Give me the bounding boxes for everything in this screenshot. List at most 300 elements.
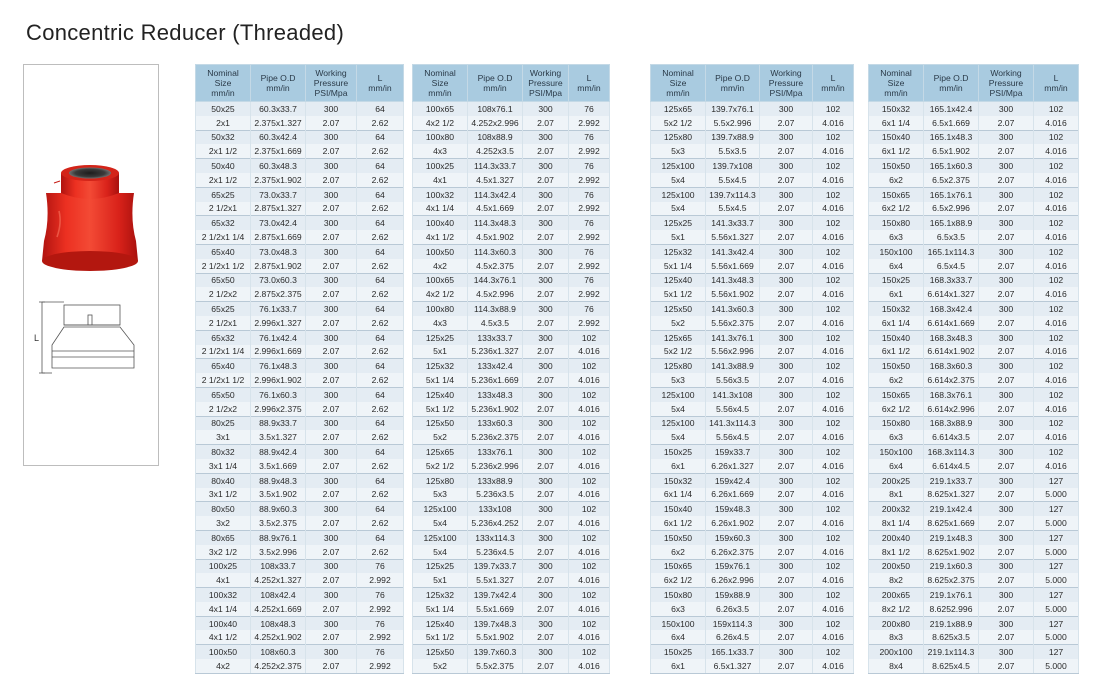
working-pressure-cell: 300 bbox=[979, 302, 1034, 316]
pipe-od-cell: 114.3x88.9 bbox=[468, 302, 523, 316]
working-pressure-cell: 2.07 bbox=[523, 545, 569, 559]
pipe-od-cell: 8.6252.996 bbox=[924, 602, 979, 616]
working-pressure-cell: 2.07 bbox=[760, 430, 813, 444]
length-cell: 4.016 bbox=[569, 573, 610, 587]
working-pressure-cell: 2.07 bbox=[760, 630, 813, 644]
pipe-od-cell: 2.875x2.375 bbox=[251, 287, 306, 301]
working-pressure-cell: 300 bbox=[306, 387, 357, 401]
length-cell: 4.016 bbox=[1034, 459, 1079, 473]
pipe-od-cell: 139.7x60.3 bbox=[468, 645, 523, 659]
length-cell: 4.016 bbox=[569, 402, 610, 416]
working-pressure-cell: 2.07 bbox=[760, 545, 813, 559]
length-cell: 4.016 bbox=[813, 516, 854, 530]
pipe-od-cell: 5.236x1.327 bbox=[468, 345, 523, 359]
product-image-panel bbox=[23, 64, 159, 466]
length-cell: 4.016 bbox=[813, 573, 854, 587]
nominal-size-cell: 200x50 bbox=[869, 559, 924, 573]
pipe-od-cell: 5.56x1.902 bbox=[706, 287, 760, 301]
pipe-od-cell: 6.26x1.669 bbox=[706, 488, 760, 502]
table-row bbox=[651, 488, 854, 502]
pipe-od-cell: 141.3x76.1 bbox=[706, 330, 760, 344]
working-pressure-cell: 300 bbox=[306, 559, 357, 573]
nominal-size-cell: 125x25 bbox=[413, 330, 468, 344]
table-row bbox=[413, 216, 610, 230]
working-pressure-cell: 300 bbox=[523, 616, 569, 630]
length-cell: 4.016 bbox=[813, 144, 854, 158]
nominal-size-cell: 100x32 bbox=[413, 187, 468, 201]
pipe-od-cell: 165.1x88.9 bbox=[924, 216, 979, 230]
nominal-size-cell: 200x65 bbox=[869, 588, 924, 602]
column-header-nominal-size: Nominal Size mm/in bbox=[413, 65, 468, 102]
nominal-size-cell: 6x1 1/4 bbox=[869, 116, 924, 130]
length-cell: 102 bbox=[813, 130, 854, 144]
pipe-od-cell: 139.7x88.9 bbox=[706, 130, 760, 144]
pipe-od-cell: 5.236x2.375 bbox=[468, 430, 523, 444]
nominal-size-cell: 125x65 bbox=[413, 445, 468, 459]
length-cell: 4.016 bbox=[569, 488, 610, 502]
working-pressure-cell: 2.07 bbox=[979, 659, 1034, 673]
pipe-od-cell: 6.614x2.996 bbox=[924, 402, 979, 416]
nominal-size-cell: 6x3 bbox=[869, 430, 924, 444]
pipe-od-cell: 141.3x48.3 bbox=[706, 273, 760, 287]
working-pressure-cell: 300 bbox=[979, 216, 1034, 230]
length-cell: 102 bbox=[1034, 416, 1079, 430]
nominal-size-cell: 80x25 bbox=[196, 416, 251, 430]
reducer-photo bbox=[42, 165, 138, 271]
table-row bbox=[413, 430, 610, 444]
pipe-od-cell: 6.26x1.902 bbox=[706, 516, 760, 530]
table-row bbox=[869, 116, 1079, 130]
length-cell: 102 bbox=[813, 187, 854, 201]
nominal-size-cell: 50x40 bbox=[196, 159, 251, 173]
pipe-od-cell: 88.9x76.1 bbox=[251, 530, 306, 544]
pipe-od-cell: 108x60.3 bbox=[251, 645, 306, 659]
pipe-od-cell: 8.625x2.375 bbox=[924, 573, 979, 587]
pipe-od-cell: 165.1x48.3 bbox=[924, 130, 979, 144]
nominal-size-cell: 6x1 bbox=[651, 659, 706, 673]
nominal-size-cell: 3x1 bbox=[196, 430, 251, 444]
table-row bbox=[869, 159, 1079, 173]
working-pressure-cell: 2.07 bbox=[760, 202, 813, 216]
nominal-size-cell: 4x2 1/2 bbox=[413, 116, 468, 130]
pipe-od-cell: 6.5x2.996 bbox=[924, 202, 979, 216]
nominal-size-cell: 4x1 1/4 bbox=[413, 202, 468, 216]
length-cell: 5.000 bbox=[1034, 488, 1079, 502]
working-pressure-cell: 300 bbox=[306, 645, 357, 659]
working-pressure-cell: 2.07 bbox=[306, 459, 357, 473]
length-cell: 2.992 bbox=[357, 659, 404, 673]
working-pressure-cell: 300 bbox=[523, 187, 569, 201]
reducer-dimension-drawing bbox=[39, 302, 134, 373]
length-cell: 4.016 bbox=[813, 430, 854, 444]
working-pressure-cell: 2.07 bbox=[760, 287, 813, 301]
working-pressure-cell: 300 bbox=[979, 102, 1034, 116]
pipe-od-cell: 3.5x2.996 bbox=[251, 545, 306, 559]
working-pressure-cell: 300 bbox=[760, 588, 813, 602]
table-row bbox=[196, 316, 404, 330]
nominal-size-cell: 100x32 bbox=[196, 588, 251, 602]
nominal-size-cell: 2 1/2x1 bbox=[196, 202, 251, 216]
table-row bbox=[413, 559, 610, 573]
pipe-od-cell: 2.375x1.327 bbox=[251, 116, 306, 130]
table-row bbox=[196, 445, 404, 459]
working-pressure-cell: 2.07 bbox=[979, 402, 1034, 416]
pipe-od-cell: 5.5x2.996 bbox=[706, 116, 760, 130]
length-cell: 4.016 bbox=[1034, 144, 1079, 158]
working-pressure-cell: 300 bbox=[760, 187, 813, 201]
pipe-od-cell: 73.0x60.3 bbox=[251, 273, 306, 287]
length-cell: 102 bbox=[813, 159, 854, 173]
table-row bbox=[869, 102, 1079, 116]
pipe-od-cell: 8.625x1.669 bbox=[924, 516, 979, 530]
working-pressure-cell: 300 bbox=[760, 559, 813, 573]
length-cell: 102 bbox=[1034, 244, 1079, 258]
working-pressure-cell: 300 bbox=[760, 244, 813, 258]
length-cell: 2.992 bbox=[357, 630, 404, 644]
length-cell: 127 bbox=[1034, 473, 1079, 487]
working-pressure-cell: 300 bbox=[760, 502, 813, 516]
nominal-size-cell: 150x65 bbox=[869, 187, 924, 201]
table-row bbox=[196, 559, 404, 573]
nominal-size-cell: 5x4 bbox=[651, 202, 706, 216]
working-pressure-cell: 2.07 bbox=[760, 373, 813, 387]
table-row bbox=[413, 630, 610, 644]
table-row bbox=[196, 345, 404, 359]
nominal-size-cell: 150x40 bbox=[651, 502, 706, 516]
working-pressure-cell: 2.07 bbox=[306, 202, 357, 216]
table-row bbox=[196, 430, 404, 444]
pipe-od-cell: 76.1x42.4 bbox=[251, 330, 306, 344]
pipe-od-cell: 5.236x1.669 bbox=[468, 373, 523, 387]
working-pressure-cell: 2.07 bbox=[760, 516, 813, 530]
table-row bbox=[869, 345, 1079, 359]
pipe-od-cell: 2.996x2.375 bbox=[251, 402, 306, 416]
nominal-size-cell: 6x2 bbox=[869, 173, 924, 187]
column-header-nominal-size: Nominal Size mm/in bbox=[651, 65, 706, 102]
pipe-od-cell: 6.5x1.902 bbox=[924, 144, 979, 158]
nominal-size-cell: 150x50 bbox=[651, 530, 706, 544]
pipe-od-cell: 4.5x3.5 bbox=[468, 316, 523, 330]
pipe-od-cell: 159x76.1 bbox=[706, 559, 760, 573]
length-cell: 4.016 bbox=[1034, 345, 1079, 359]
pipe-od-cell: 60.3x33.7 bbox=[251, 102, 306, 116]
working-pressure-cell: 2.07 bbox=[760, 230, 813, 244]
pipe-od-cell: 141.3x33.7 bbox=[706, 216, 760, 230]
length-cell: 102 bbox=[1034, 130, 1079, 144]
table-row bbox=[196, 616, 404, 630]
length-cell: 5.000 bbox=[1034, 602, 1079, 616]
length-cell: 4.016 bbox=[1034, 202, 1079, 216]
table-row bbox=[869, 502, 1079, 516]
working-pressure-cell: 300 bbox=[523, 359, 569, 373]
length-cell: 102 bbox=[813, 216, 854, 230]
nominal-size-cell: 150x80 bbox=[869, 216, 924, 230]
pipe-od-cell: 5.236x4.252 bbox=[468, 516, 523, 530]
nominal-size-cell: 6x2 bbox=[869, 373, 924, 387]
working-pressure-cell: 300 bbox=[979, 559, 1034, 573]
table-row bbox=[869, 202, 1079, 216]
table-row bbox=[869, 273, 1079, 287]
length-cell: 102 bbox=[569, 502, 610, 516]
pipe-od-cell: 8.625x4.5 bbox=[924, 659, 979, 673]
table-row bbox=[651, 273, 854, 287]
nominal-size-cell: 2x1 1/2 bbox=[196, 173, 251, 187]
length-cell: 5.000 bbox=[1034, 545, 1079, 559]
pipe-od-cell: 159x42.4 bbox=[706, 473, 760, 487]
length-cell: 4.016 bbox=[1034, 259, 1079, 273]
working-pressure-cell: 300 bbox=[306, 130, 357, 144]
nominal-size-cell: 4x1 bbox=[413, 173, 468, 187]
nominal-size-cell: 125x32 bbox=[413, 359, 468, 373]
working-pressure-cell: 2.07 bbox=[523, 345, 569, 359]
working-pressure-cell: 2.07 bbox=[523, 488, 569, 502]
nominal-size-cell: 6x1 bbox=[651, 459, 706, 473]
pipe-od-cell: 159x48.3 bbox=[706, 502, 760, 516]
column-header-length: L mm/in bbox=[569, 65, 610, 102]
working-pressure-cell: 300 bbox=[979, 473, 1034, 487]
nominal-size-cell: 150x32 bbox=[869, 102, 924, 116]
working-pressure-cell: 300 bbox=[306, 102, 357, 116]
pipe-od-cell: 133x88.9 bbox=[468, 473, 523, 487]
nominal-size-cell: 5x4 bbox=[651, 402, 706, 416]
pipe-od-cell: 4.5x2.996 bbox=[468, 287, 523, 301]
nominal-size-cell: 6x3 bbox=[869, 230, 924, 244]
table-row bbox=[651, 659, 854, 673]
nominal-size-cell: 100x40 bbox=[413, 216, 468, 230]
column-header-working-pressure: Working Pressure PSI/Mpa bbox=[306, 65, 357, 102]
length-cell: 102 bbox=[569, 530, 610, 544]
nominal-size-cell: 125x32 bbox=[651, 244, 706, 258]
working-pressure-cell: 2.07 bbox=[523, 173, 569, 187]
pipe-od-cell: 5.5x1.327 bbox=[468, 573, 523, 587]
working-pressure-cell: 300 bbox=[760, 273, 813, 287]
table-row bbox=[651, 416, 854, 430]
pipe-od-cell: 4.5x1.669 bbox=[468, 202, 523, 216]
nominal-size-cell: 4x1 1/2 bbox=[196, 630, 251, 644]
length-cell: 102 bbox=[569, 387, 610, 401]
pipe-od-cell: 4.5x1.902 bbox=[468, 230, 523, 244]
working-pressure-cell: 300 bbox=[306, 273, 357, 287]
working-pressure-cell: 300 bbox=[523, 244, 569, 258]
pipe-od-cell: 5.5x4.5 bbox=[706, 202, 760, 216]
pipe-od-cell: 5.56x4.5 bbox=[706, 402, 760, 416]
table-row bbox=[651, 473, 854, 487]
working-pressure-cell: 2.07 bbox=[306, 659, 357, 673]
nominal-size-cell: 80x32 bbox=[196, 445, 251, 459]
pipe-od-cell: 139.7x76.1 bbox=[706, 102, 760, 116]
length-cell: 102 bbox=[1034, 216, 1079, 230]
nominal-size-cell: 125x32 bbox=[413, 588, 468, 602]
length-cell: 76 bbox=[569, 244, 610, 258]
length-cell: 76 bbox=[569, 216, 610, 230]
working-pressure-cell: 2.07 bbox=[523, 516, 569, 530]
table-row bbox=[196, 402, 404, 416]
length-cell: 2.62 bbox=[357, 316, 404, 330]
pipe-od-cell: 5.56x2.996 bbox=[706, 345, 760, 359]
pipe-od-cell: 133x108 bbox=[468, 502, 523, 516]
table-row bbox=[869, 359, 1079, 373]
nominal-size-cell: 6x2 bbox=[651, 545, 706, 559]
length-cell: 2.992 bbox=[357, 602, 404, 616]
working-pressure-cell: 2.07 bbox=[523, 459, 569, 473]
length-cell: 4.016 bbox=[813, 173, 854, 187]
working-pressure-cell: 300 bbox=[760, 387, 813, 401]
length-cell: 5.000 bbox=[1034, 516, 1079, 530]
length-cell: 102 bbox=[813, 359, 854, 373]
nominal-size-cell: 65x40 bbox=[196, 244, 251, 258]
length-cell: 2.992 bbox=[569, 173, 610, 187]
nominal-size-cell: 100x50 bbox=[196, 645, 251, 659]
nominal-size-cell: 125x50 bbox=[413, 645, 468, 659]
length-cell: 4.016 bbox=[813, 116, 854, 130]
working-pressure-cell: 2.07 bbox=[306, 373, 357, 387]
working-pressure-cell: 2.07 bbox=[760, 144, 813, 158]
nominal-size-cell: 150x80 bbox=[651, 588, 706, 602]
length-cell: 102 bbox=[813, 502, 854, 516]
nominal-size-cell: 5x1 1/4 bbox=[651, 259, 706, 273]
page-title: Concentric Reducer (Threaded) bbox=[26, 20, 345, 45]
working-pressure-cell: 2.07 bbox=[523, 573, 569, 587]
length-cell: 102 bbox=[569, 559, 610, 573]
pipe-od-cell: 2.875x1.327 bbox=[251, 202, 306, 216]
nominal-size-cell: 4x3 bbox=[413, 316, 468, 330]
nominal-size-cell: 6x1 1/2 bbox=[651, 516, 706, 530]
working-pressure-cell: 300 bbox=[523, 559, 569, 573]
pipe-od-cell: 73.0x42.4 bbox=[251, 216, 306, 230]
nominal-size-cell: 80x65 bbox=[196, 530, 251, 544]
table-row bbox=[196, 159, 404, 173]
working-pressure-cell: 300 bbox=[523, 159, 569, 173]
table-row bbox=[651, 116, 854, 130]
column-header-length: L mm/in bbox=[1034, 65, 1079, 102]
working-pressure-cell: 300 bbox=[760, 302, 813, 316]
nominal-size-cell: 125x100 bbox=[651, 159, 706, 173]
working-pressure-cell: 300 bbox=[306, 416, 357, 430]
pipe-od-cell: 133x42.4 bbox=[468, 359, 523, 373]
table-row bbox=[196, 416, 404, 430]
pipe-od-cell: 73.0x48.3 bbox=[251, 244, 306, 258]
table-row bbox=[651, 130, 854, 144]
length-cell: 4.016 bbox=[1034, 402, 1079, 416]
pipe-od-cell: 165.1x42.4 bbox=[924, 102, 979, 116]
table-row bbox=[651, 230, 854, 244]
table-row bbox=[413, 616, 610, 630]
pipe-od-cell: 219.1x42.4 bbox=[924, 502, 979, 516]
length-cell: 102 bbox=[813, 616, 854, 630]
pipe-od-cell: 159x88.9 bbox=[706, 588, 760, 602]
nominal-size-cell: 100x25 bbox=[413, 159, 468, 173]
working-pressure-cell: 300 bbox=[760, 159, 813, 173]
working-pressure-cell: 2.07 bbox=[979, 230, 1034, 244]
nominal-size-cell: 2x1 bbox=[196, 116, 251, 130]
nominal-size-cell: 150x65 bbox=[869, 387, 924, 401]
nominal-size-cell: 6x1 1/2 bbox=[869, 144, 924, 158]
header-row bbox=[869, 65, 1079, 102]
nominal-size-cell: 5x1 1/4 bbox=[413, 373, 468, 387]
column-header-pipe-od: Pipe O.D mm/in bbox=[251, 65, 306, 102]
nominal-size-cell: 5x4 bbox=[651, 430, 706, 444]
length-cell: 102 bbox=[813, 244, 854, 258]
nominal-size-cell: 125x40 bbox=[651, 273, 706, 287]
nominal-size-cell: 3x2 bbox=[196, 516, 251, 530]
working-pressure-cell: 2.07 bbox=[306, 516, 357, 530]
nominal-size-cell: 150x25 bbox=[651, 645, 706, 659]
pipe-od-cell: 6.614x3.5 bbox=[924, 430, 979, 444]
table-row bbox=[651, 573, 854, 587]
pipe-od-cell: 108x76.1 bbox=[468, 102, 523, 116]
pipe-od-cell: 60.3x48.3 bbox=[251, 159, 306, 173]
working-pressure-cell: 2.07 bbox=[979, 630, 1034, 644]
working-pressure-cell: 2.07 bbox=[760, 402, 813, 416]
length-cell: 5.000 bbox=[1034, 573, 1079, 587]
table-row bbox=[196, 645, 404, 659]
pipe-od-cell: 159x60.3 bbox=[706, 530, 760, 544]
nominal-size-cell: 6x1 1/4 bbox=[651, 488, 706, 502]
table-row bbox=[651, 588, 854, 602]
pipe-od-cell: 88.9x60.3 bbox=[251, 502, 306, 516]
table-row bbox=[413, 373, 610, 387]
length-cell: 76 bbox=[357, 588, 404, 602]
table-row bbox=[869, 559, 1079, 573]
nominal-size-cell: 8x2 1/2 bbox=[869, 602, 924, 616]
table-row bbox=[413, 659, 610, 673]
pipe-od-cell: 5.5x1.902 bbox=[468, 630, 523, 644]
working-pressure-cell: 300 bbox=[979, 273, 1034, 287]
working-pressure-cell: 2.07 bbox=[760, 173, 813, 187]
length-cell: 64 bbox=[357, 159, 404, 173]
pipe-od-cell: 5.5x1.669 bbox=[468, 602, 523, 616]
pipe-od-cell: 2.875x1.902 bbox=[251, 259, 306, 273]
working-pressure-cell: 300 bbox=[306, 473, 357, 487]
nominal-size-cell: 65x32 bbox=[196, 330, 251, 344]
length-cell: 102 bbox=[813, 559, 854, 573]
working-pressure-cell: 2.07 bbox=[306, 316, 357, 330]
pipe-od-cell: 133x76.1 bbox=[468, 445, 523, 459]
length-cell: 4.016 bbox=[813, 202, 854, 216]
table-row bbox=[651, 359, 854, 373]
column-header-length: L mm/in bbox=[813, 65, 854, 102]
pipe-od-cell: 88.9x42.4 bbox=[251, 445, 306, 459]
pipe-od-cell: 5.236x1.902 bbox=[468, 402, 523, 416]
working-pressure-cell: 300 bbox=[523, 645, 569, 659]
length-cell: 102 bbox=[813, 102, 854, 116]
length-cell: 2.992 bbox=[569, 230, 610, 244]
length-cell: 4.016 bbox=[569, 373, 610, 387]
length-cell: 102 bbox=[1034, 302, 1079, 316]
length-cell: 127 bbox=[1034, 616, 1079, 630]
nominal-size-cell: 125x80 bbox=[651, 130, 706, 144]
length-cell: 127 bbox=[1034, 588, 1079, 602]
nominal-size-cell: 80x40 bbox=[196, 473, 251, 487]
table-row bbox=[413, 173, 610, 187]
pipe-od-cell: 4.252x3.5 bbox=[468, 144, 523, 158]
nominal-size-cell: 150x50 bbox=[869, 359, 924, 373]
length-cell: 4.016 bbox=[813, 602, 854, 616]
working-pressure-cell: 300 bbox=[979, 130, 1034, 144]
table-row bbox=[413, 473, 610, 487]
nominal-size-cell: 50x32 bbox=[196, 130, 251, 144]
length-cell: 64 bbox=[357, 502, 404, 516]
working-pressure-cell: 300 bbox=[306, 244, 357, 258]
working-pressure-cell: 2.07 bbox=[306, 573, 357, 587]
working-pressure-cell: 2.07 bbox=[979, 173, 1034, 187]
length-cell: 4.016 bbox=[813, 230, 854, 244]
column-header-working-pressure: Working Pressure PSI/Mpa bbox=[979, 65, 1034, 102]
pipe-od-cell: 2.875x1.669 bbox=[251, 230, 306, 244]
nominal-size-cell: 8x1 1/2 bbox=[869, 545, 924, 559]
working-pressure-cell: 2.07 bbox=[760, 459, 813, 473]
length-cell: 102 bbox=[813, 416, 854, 430]
